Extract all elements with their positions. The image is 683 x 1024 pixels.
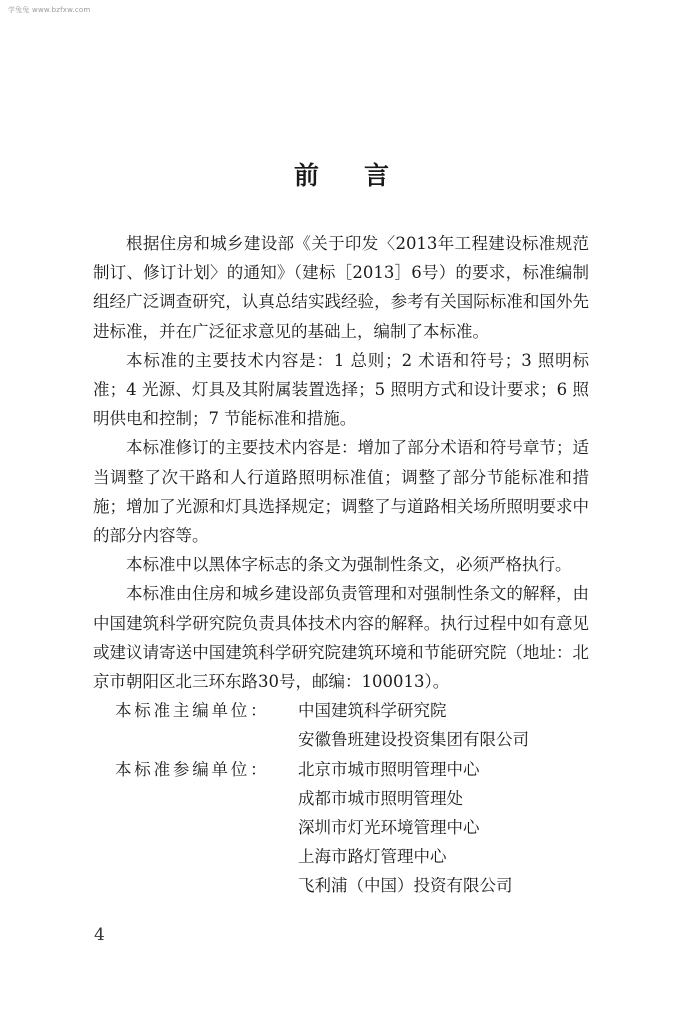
page-title [0, 158, 683, 194]
preface-paragraph-basis: 根据住房和城乡建设部《关于印发〈2013年工程建设标准规范制订、修订计划〉的通知》（建标［2013］6号）的要求，标准编制组经广泛调查研究，认真总结实践经验，参考有关国际标准和国外先进标准，并在广泛征求意见的基础上，编制了本标准。 [93, 234, 589, 341]
page-number: 4 [94, 925, 105, 945]
chief-editor-org: 中国建筑科学研究院 [298, 701, 447, 721]
participating-editor-org: 深圳市灯光环境管理中心 [298, 818, 480, 838]
page-title-char-2: 言 [364, 161, 390, 190]
participating-editor-org: 成都市城市照明管理处 [298, 788, 463, 808]
preface-paragraph-management: 本标准由住房和城乡建设部负责管理和对强制性条文的解释，由中国建筑科学研究院负责具体技术内容的解释。执行过程中如有意见或建议请寄送中国建筑科学研究院建筑环境和节能研究院（地址：北京市朝阳区北三环东路30号，邮编：100013）。 [93, 584, 589, 692]
preface-body [93, 229, 589, 901]
participating-editors-list [298, 755, 589, 901]
chief-editors-row [93, 696, 589, 754]
preface-paragraph-revisions: 本标准修订的主要技术内容是：增加了部分术语和符号章节；适当调整了次干路和人行道路照明标准值；调整了部分节能标准和措施；增加了光源和灯具选择规定；调整了与道路相关场所照明要求中的部分内容等。 [93, 438, 589, 546]
participating-editors-label: 本标准参编单位： [115, 759, 270, 779]
participating-editors-row [93, 755, 589, 901]
participating-editor-org: 飞利浦（中国）投资有限公司 [298, 876, 513, 896]
preface-paragraph-main-contents: 本标准的主要技术内容是：1 总则；2 术语和符号；3 照明标准；4 光源、灯具及其附属装置选择；5 照明方式和设计要求；6 照明供电和控制；7 节能标准和措施。 [93, 350, 589, 429]
watermark-text: 学兔兔 www.bzfxw.com [8, 6, 91, 14]
participating-editor-org: 北京市城市照明管理中心 [298, 759, 480, 779]
page-title-char-1: 前 [293, 161, 319, 190]
chief-editors-label: 本标准主编单位： [115, 701, 270, 721]
chief-editors-list [298, 696, 589, 754]
chief-editor-org: 安徽鲁班建设投资集团有限公司 [298, 730, 529, 750]
participating-editor-org: 上海市路灯管理中心 [298, 847, 447, 867]
preface-paragraph-mandatory-clauses: 本标准中以黑体字标志的条文为强制性条文，必须严格执行。 [126, 555, 572, 575]
